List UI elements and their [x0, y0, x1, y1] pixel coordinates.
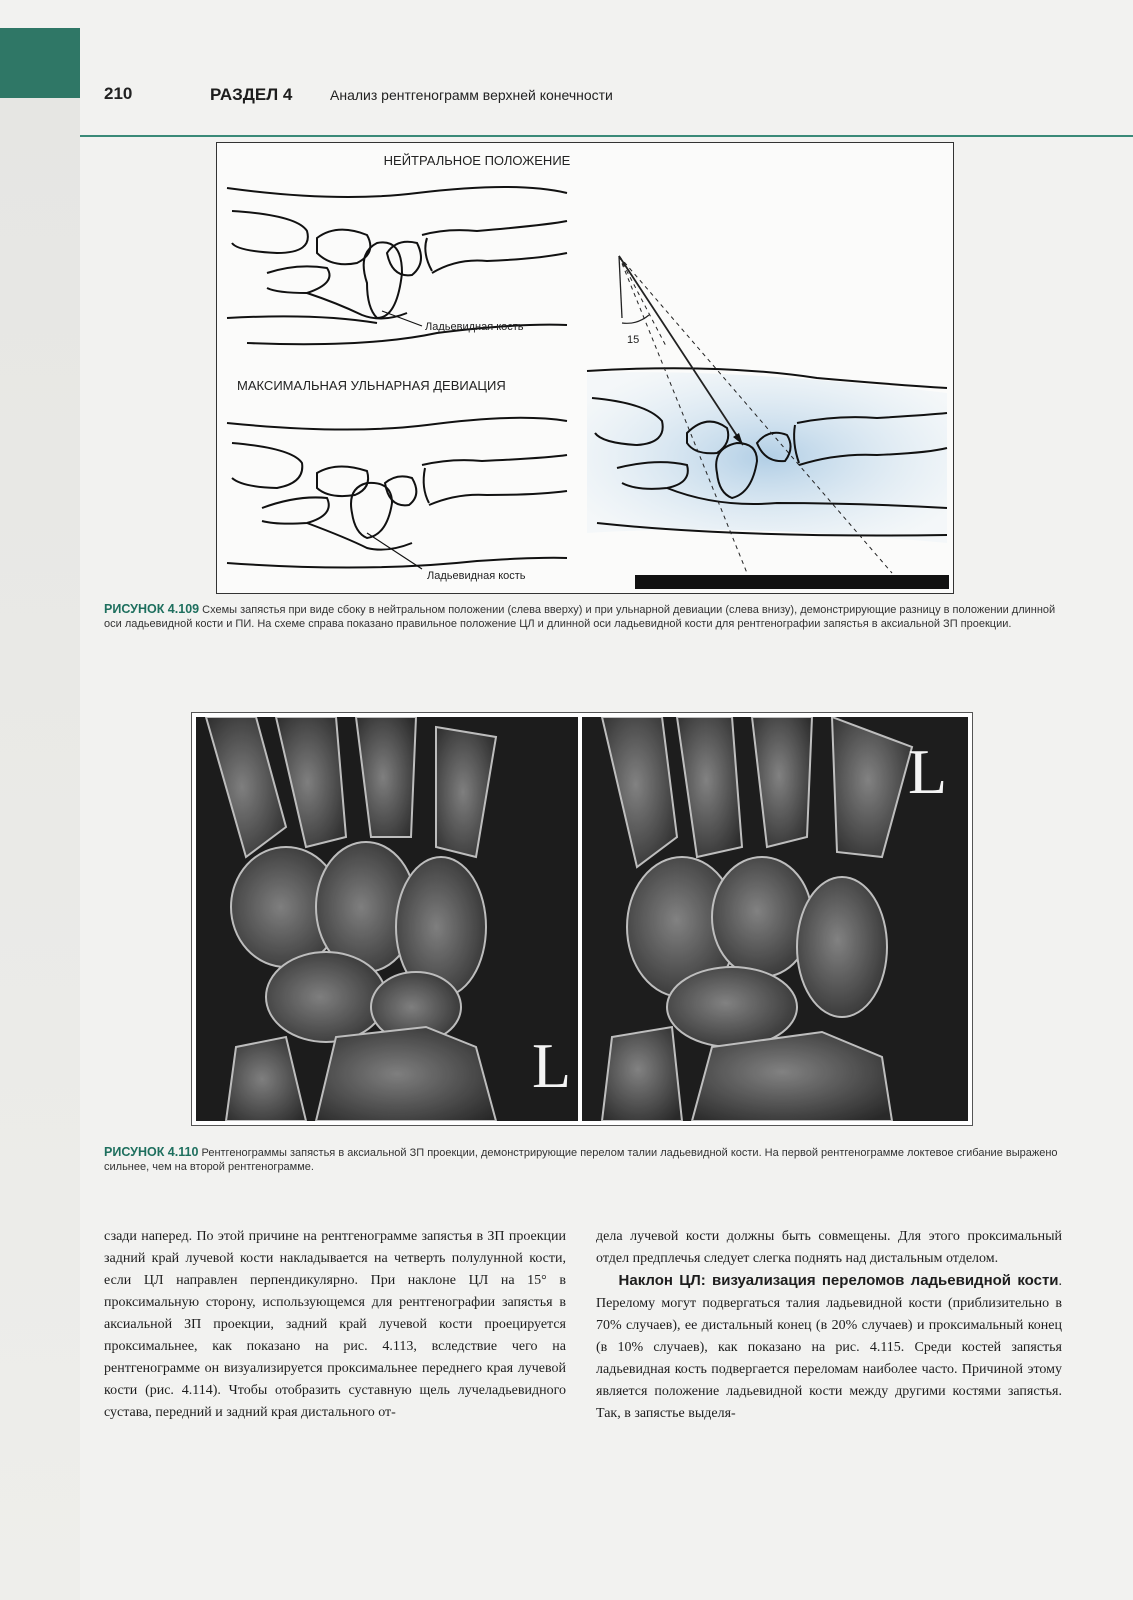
figure-4-110	[191, 712, 973, 1126]
caption-number-4-110: РИСУНОК 4.110	[104, 1145, 199, 1159]
caption-number-4-109: РИСУНОК 4.109	[104, 602, 200, 616]
caption-4-110	[104, 1145, 1064, 1174]
laterality-marker-right: L	[908, 736, 948, 807]
angle-label: 15	[627, 334, 640, 346]
subheading-scaphoid: Наклон ЦЛ: визуализация переломов ладьевидной кости	[618, 1272, 1059, 1289]
page-number: 210	[104, 84, 133, 103]
caption-4-109	[104, 602, 1064, 631]
section-label: РАЗДЕЛ 4	[210, 85, 293, 104]
laterality-marker-left: L	[532, 1030, 572, 1101]
ulnar-wrist-drawing	[227, 418, 567, 568]
body-right-intro: дела лучевой кости должны быть совмещены. Для этого проксимальный отдел предплечья следует слегка поднять над дистальным отделом.	[596, 1229, 1062, 1266]
title-neutral: НЕЙТРАЛЬНОЕ ПОЛОЖЕНИЕ	[383, 153, 571, 168]
body-column-left: сзади наперед. По этой причине на рентгенограмме запястья в ЗП проекции задний край лучевой кости накладывается на четверть полулунной кости, если ЦЛ направлен перпендикулярно. При наклоне ЦЛ на 15° в проксимальную сторону, использующемся для рентгенографии запястья в аксиальной ЗП проекции, задний край лучевой кости проецируется проксимальнее, как показано на рис. 4.113, вследствие чего на рентгенограмме он визуализируется проксимальнее переднего края лучевой кости (рис. 4.114). Чтобы отобразить суставную щель лучеладьевидного сустава, передний и задний края дистального от-	[104, 1229, 566, 1420]
title-ulnar-deviation: МАКСИМАЛЬНАЯ УЛЬНАРНАЯ ДЕВИАЦИЯ	[237, 378, 506, 393]
body-right-text: . Перелому могут подвергаться талия ладьевидной кости (приблизительно в 70% случаев), ее дистальный конец (в 20% случаев) и проксимальный конец (в 10% случаев), как показано на рис. 4.115. Среди костей запястья ладьевидная кость подвергается переломам наиболее часто. Причиной этому является положение ладьевидной кости между другими костями запястья. Так, в запястье выделя-	[596, 1274, 1063, 1421]
body-column-right	[596, 1226, 1062, 1425]
page-side-tab	[0, 28, 80, 1600]
header-rule	[80, 135, 1133, 137]
caption-text-4-109: Схемы запястья при виде сбоку в нейтральном положении (слева вверху) и при ульнарной девиации (слева внизу), демонстрирующие разницу в положении длинной оси ладьевидной кости и ПИ. На схеме справа показано правильное положение ЦЛ и длинной оси ладьевидной кости для рентгенографии запястья в аксиальной ЗП проекции.	[104, 604, 1056, 630]
figure-4-109	[216, 142, 954, 594]
black-bar	[635, 575, 949, 589]
xray-right	[582, 717, 968, 1121]
section-title: Анализ рентгенограмм верхней конечности	[330, 87, 613, 103]
page-corner-tab	[0, 28, 80, 98]
wrist-diagrams	[217, 143, 953, 593]
caption-text-4-110: Рентгенограммы запястья в аксиальной ЗП проекции, демонстрирующие перелом талии ладьевидной кости. На первой рентгенограмме локтевое сгибание выражено сильнее, чем на второй рентгенограмме.	[104, 1147, 1058, 1173]
label-scaphoid-bottom: Ладьевидная кость	[427, 570, 526, 582]
label-scaphoid-top: Ладьевидная кость	[425, 321, 524, 333]
xray-left	[196, 717, 578, 1121]
